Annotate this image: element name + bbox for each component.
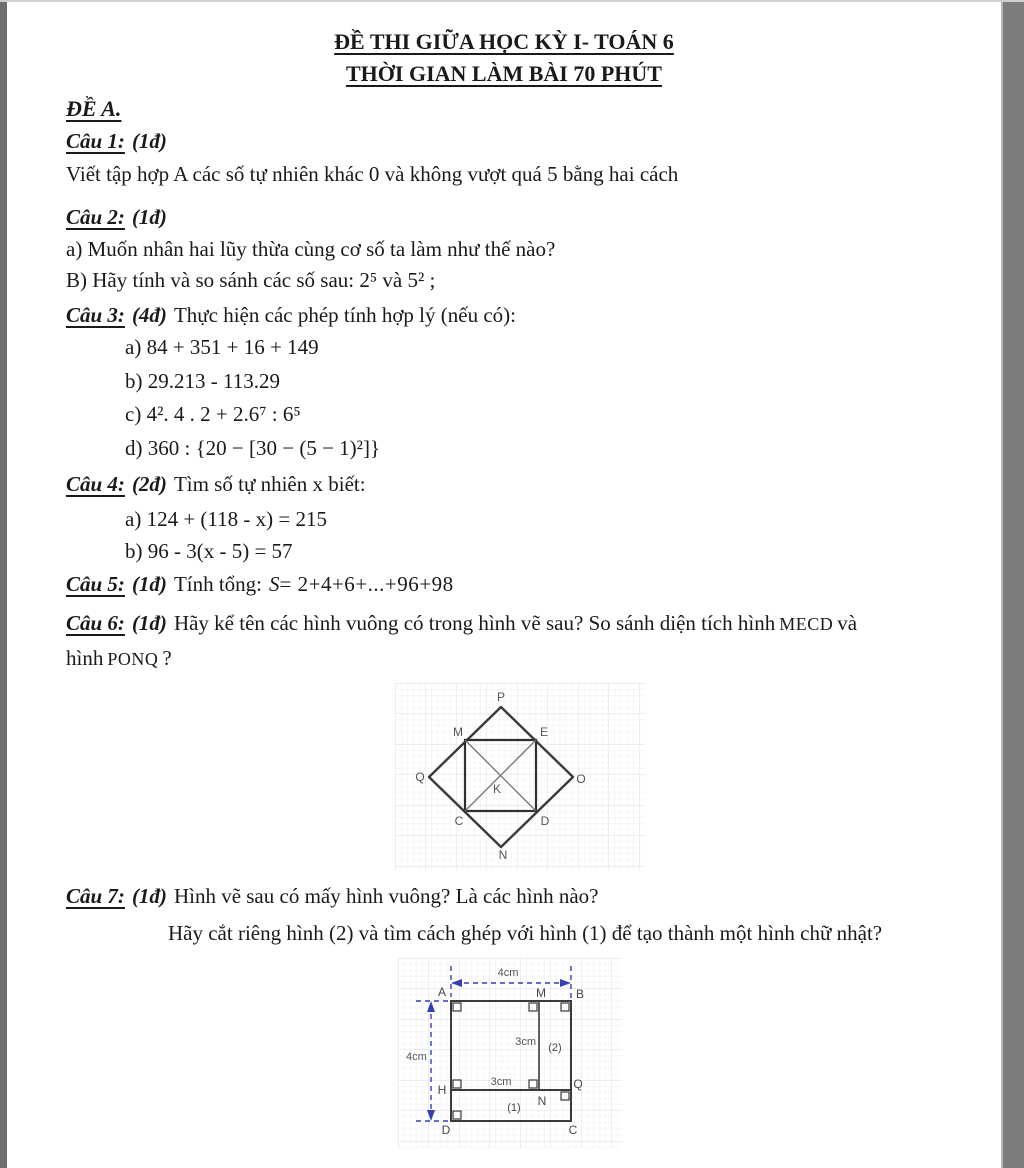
vertex-label-M: M (453, 725, 463, 739)
exam-code-line (66, 95, 121, 123)
vertex-label-H: H (437, 1083, 447, 1097)
q6-line2-word: hình (66, 646, 104, 670)
question-4-item-a (125, 506, 327, 532)
q4-points: (2đ) (131, 472, 167, 496)
vertex-label-Q: Q (415, 770, 425, 784)
graph-grid (395, 683, 645, 870)
q2-label: Câu 2: (66, 205, 125, 229)
vertex-label-Q: Q (573, 1077, 583, 1091)
dim-label-horizontal-3cm: 3cm (490, 1076, 512, 1088)
dim-label-vertical-3cm: 3cm (515, 1036, 536, 1048)
dim-label-left-4cm: 4cm (406, 1051, 427, 1063)
q4-label: Câu 4: (66, 472, 125, 496)
exam-title: ĐỀ THI GIỮA HỌC KỲ I- TOÁN 6 (334, 29, 674, 54)
vertex-label-A: A (437, 985, 447, 999)
dim-label-top-4cm: 4cm (497, 967, 519, 979)
question-6-heading (66, 610, 857, 636)
vertex-label-D: D (540, 814, 550, 828)
q3-intro: Thực hiện các phép tính hợp lý (nếu có): (173, 303, 516, 327)
top-edge-line (0, 0, 1024, 2)
vertex-label-E: E (539, 725, 549, 739)
question-7-line2 (168, 920, 882, 946)
q5-intro: Tính tổng: (173, 572, 263, 596)
question-6-line2 (66, 645, 172, 671)
vertex-label-P: P (496, 690, 506, 704)
q3a-text: a) 84 + 351 + 16 + 149 (125, 335, 319, 359)
question-3-item-a (125, 334, 319, 360)
vertex-label-N: N (498, 848, 508, 862)
region-label-2: (2) (548, 1042, 562, 1054)
question-3-item-c (125, 401, 301, 427)
vertex-label-D: D (441, 1123, 451, 1137)
q5-points: (1đ) (131, 572, 167, 596)
vertex-label-M: M (536, 986, 546, 1000)
vertex-label-B: B (575, 987, 585, 1001)
exam-code: ĐỀ A. (66, 96, 122, 121)
q4a-text: a) 124 + (118 - x) = 215 (125, 507, 327, 531)
question-2-item-a (66, 236, 555, 262)
exam-title-line1 (7, 28, 1001, 56)
q7-line2-text: Hãy cắt riêng hình (2) và tìm cách ghép với hình (1) để tạo thành một hình chữ nhật? (168, 921, 883, 945)
exam-title-line2 (7, 60, 1001, 88)
q1-label: Câu 1: (66, 129, 125, 153)
question-1-heading (66, 128, 167, 154)
question-7-heading (66, 883, 598, 909)
region-label-1: (1) (507, 1102, 521, 1114)
q6-text-part1: Hãy kể tên các hình vuông có trong hình vẽ sau? So sánh diện tích hình (173, 611, 776, 635)
right-edge-strip[interactable] (1001, 0, 1024, 1168)
q6-label: Câu 6: (66, 611, 125, 635)
q2a-text: a) Muốn nhân hai lũy thừa cùng cơ số ta làm như thế nào? (66, 237, 556, 261)
q3b-text: b) 29.213 - 113.29 (125, 369, 280, 393)
question-2-item-b (66, 267, 435, 293)
q6-text-part2: và (837, 611, 858, 635)
q3-label: Câu 3: (66, 303, 125, 327)
q2-points: (1đ) (131, 205, 167, 229)
q3d-text: d) 360 : {20 − [30 − (5 − 1)²]} (125, 436, 381, 460)
exam-duration: THỜI GIAN LÀM BÀI 70 PHÚT (346, 61, 662, 86)
q3c-text: c) 4². 4 . 2 + 2.6⁷ : 6⁵ (125, 402, 301, 426)
q4b-text: b) 96 - 3(x - 5) = 57 (125, 539, 293, 563)
q5-sum-expression: = 2+4+6+...+96+98 (279, 572, 454, 596)
left-edge-strip (0, 0, 7, 1168)
question-1-body (66, 161, 678, 187)
q6-line2-end: ? (162, 646, 172, 670)
question-2-heading (66, 204, 167, 230)
vertex-label-O: O (576, 772, 586, 786)
vertex-label-N: N (537, 1094, 547, 1108)
figure-partitioned-square (398, 958, 622, 1148)
vertex-label-C: C (568, 1123, 578, 1137)
q5-sum-variable: S (269, 572, 280, 596)
q6-square-name-mecd: MECD (779, 614, 834, 634)
figure-squares-diamond (395, 683, 645, 870)
question-3-heading (66, 302, 516, 328)
q1-text: Viết tập hợp A các số tự nhiên khác 0 và không vượt quá 5 bằng hai cách (66, 162, 679, 186)
question-5-heading (66, 571, 454, 597)
vertex-label-C: C (454, 814, 464, 828)
question-3-item-d (125, 435, 380, 461)
q7-label: Câu 7: (66, 884, 125, 908)
q7-line1: Hình vẽ sau có mấy hình vuông? Là các hình nào? (173, 884, 599, 908)
question-3-item-b (125, 368, 280, 394)
question-4-item-b (125, 538, 293, 564)
center-label-K: K (492, 782, 502, 796)
q6-square-name-ponq: PONQ (107, 649, 159, 669)
q1-points: (1đ) (131, 129, 167, 153)
q4-intro: Tìm số tự nhiên x biết: (173, 472, 366, 496)
q5-label: Câu 5: (66, 572, 125, 596)
question-4-heading (66, 471, 366, 497)
q6-points: (1đ) (131, 611, 167, 635)
q2b-text: B) Hãy tính và so sánh các số sau: 2⁵ và 5² ; (66, 268, 436, 292)
q3-points: (4đ) (131, 303, 167, 327)
q7-points: (1đ) (131, 884, 167, 908)
